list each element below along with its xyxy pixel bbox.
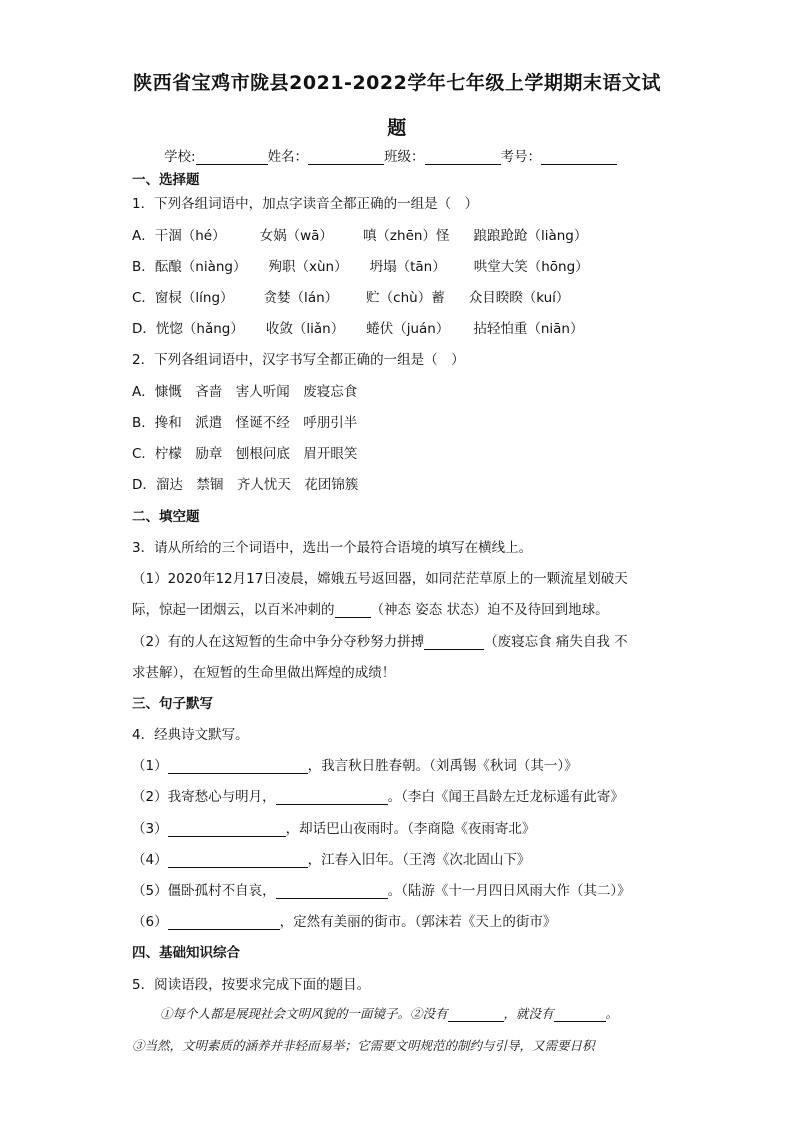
q4-3-text: ，却话巴山夜雨时。（李商隐《夜雨寄北》 — [285, 821, 536, 837]
q1-c-2: 贪婪（lán） — [263, 290, 339, 306]
q1-a-2: 女娲（wā） — [259, 228, 333, 244]
q1-c-3: 贮（chù）蓄 — [366, 290, 445, 306]
exam-title-line2: 题 — [387, 117, 407, 139]
q4-line-6 — [132, 910, 556, 930]
q4-2-blank[interactable] — [276, 790, 388, 805]
q4-3-blank[interactable] — [168, 822, 286, 837]
q2-option-b[interactable]: B．搀和 派遣 怪诞不经 呼朋引半 — [132, 415, 358, 431]
q4-4-blank[interactable] — [168, 853, 308, 868]
q1-b-1: B．酝酿（niàng） — [132, 259, 247, 275]
q4-3-label: （3） — [132, 821, 168, 837]
q4-line-5 — [132, 879, 631, 899]
number-label: 考号： — [500, 149, 542, 165]
class-label: 班级： — [384, 149, 425, 165]
section-recitation-heading: 三、句子默写 — [132, 696, 213, 712]
name-blank[interactable] — [308, 150, 384, 165]
q4-1-label: （1） — [132, 758, 168, 774]
q1-d-3: 蜷伏（juán） — [366, 321, 450, 337]
q5-passage-text1: ①每个人都是展现社会文明风貌的一面镜子。②没有 — [160, 1006, 448, 1021]
q2-option-c[interactable]: C．柠檬 励章 刨根问底 眉开眼笑 — [132, 446, 358, 462]
q3-part1-blank[interactable] — [335, 603, 371, 618]
q4-6-label: （6） — [132, 914, 168, 930]
q4-line-3 — [132, 817, 535, 837]
number-blank[interactable] — [541, 150, 617, 165]
q5-passage-text3: 。 — [605, 1006, 619, 1021]
q1-a-1: A．干涸（hé） — [132, 228, 226, 244]
q4-stem: 4．经典诗文默写。 — [132, 727, 249, 743]
q1-c-1: C．窗棂（líng） — [132, 290, 234, 306]
q3-part1-text: 际，惊起一团烟云，以百米冲刺的 — [132, 602, 335, 618]
section-basics-heading: 四、基础知识综合 — [132, 945, 240, 961]
q1-option-c[interactable] — [132, 286, 569, 306]
q4-line-4 — [132, 848, 530, 868]
q1-option-a[interactable] — [132, 224, 587, 244]
q1-option-d[interactable] — [132, 317, 583, 337]
exam-title-line1: 陕西省宝鸡市陇县2021-2022学年七年级上学期期末语文试 — [133, 72, 661, 94]
q3-stem: 3．请从所给的三个词语中，选出一个最符合语境的填写在横线上。 — [132, 540, 533, 556]
q3-part1-line2 — [132, 598, 609, 618]
q4-line-1 — [132, 754, 578, 774]
q4-6-text: ，定然有美丽的街市。（郭沫若《天上的街市》 — [279, 914, 557, 930]
q3-part2-text: （2）有的人在这短暂的生命中争分夺秒努力拼搏 — [132, 634, 425, 650]
q1-d-1: D．恍惚（hǎng） — [132, 321, 244, 337]
student-info-row — [164, 145, 617, 165]
q5-stem: 5．阅读语段，按要求完成下面的题目。 — [132, 977, 371, 993]
q3-part1-line1: （1）2020年12月17日凌晨，嫦娥五号返回器，如同茫茫草原上的一颗流星划破天 — [132, 571, 628, 587]
q4-5-text: 。（陆游《十一月四日风雨大作（其二）》 — [387, 883, 631, 899]
q4-1-text: ，我言秋日胜春朝。（刘禹锡《秋词（其一）》 — [307, 758, 578, 774]
q4-4-label: （4） — [132, 852, 168, 868]
q5-blank-1[interactable] — [448, 1008, 504, 1022]
q5-blank-2[interactable] — [554, 1008, 606, 1022]
name-label: 姓名： — [267, 149, 309, 165]
section-fill-heading: 二、填空题 — [132, 509, 200, 525]
q5-passage-line2: ③当然，文明素质的涵养并非轻而易举；它需要文明规范的制约与引导，又需要日积 — [132, 1038, 595, 1053]
q3-part2-options: （废寝忘食 痛失自我 不 — [484, 634, 628, 650]
q4-5-label: （5）僵卧孤村不自哀， — [132, 883, 276, 899]
q5-passage-text2: ，就没有 — [503, 1006, 554, 1021]
q1-d-2: 收敛（liǎn） — [265, 321, 345, 337]
q4-5-blank[interactable] — [276, 884, 388, 899]
q4-4-text: ，江春入旧年。（王湾《次北固山下》 — [307, 852, 531, 868]
q1-c-4: 众目睽睽（kuí） — [468, 290, 570, 306]
q3-part2-line1 — [132, 630, 628, 650]
q3-part2-line2: 求甚解），在短暂的生命里做出辉煌的成绩！ — [132, 665, 396, 681]
q4-line-2 — [132, 785, 624, 805]
q1-b-4: 哄堂大笑（hōng） — [473, 259, 589, 275]
q1-stem: 1．下列各组词语中，加点字读音全都正确的一组是（ ） — [132, 196, 479, 212]
q3-part2-blank[interactable] — [424, 635, 484, 650]
school-blank[interactable] — [196, 150, 268, 165]
q4-6-blank[interactable] — [168, 915, 280, 930]
q2-option-d[interactable]: D．溜达 禁锢 齐人忧天 花团锦簇 — [132, 477, 359, 493]
q4-2-label: （2）我寄愁心与明月， — [132, 789, 276, 805]
q2-stem: 2．下列各组词语中，汉字书写全都正确的一组是（ ） — [132, 352, 465, 368]
q5-passage-line1 — [160, 1004, 618, 1022]
q4-1-blank[interactable] — [168, 759, 308, 774]
q1-b-2: 殉职（xùn） — [268, 259, 348, 275]
q1-d-4: 拈轻怕重（niān） — [473, 321, 584, 337]
q2-option-a[interactable]: A．慷慨 吝啬 害人听闻 废寝忘食 — [132, 384, 358, 400]
class-blank[interactable] — [425, 150, 501, 165]
q4-2-text: 。（李白《闻王昌龄左迁龙标遥有此寄》 — [387, 789, 624, 805]
q3-part1-options: （神态 姿态 状态）迫不及待回到地球。 — [370, 602, 609, 618]
q1-a-3: 嗔（zhēn）怪 — [362, 228, 450, 244]
section-choice-heading: 一、选择题 — [132, 172, 200, 188]
school-label: 学校: — [164, 149, 196, 165]
q1-option-b[interactable] — [132, 255, 589, 275]
q1-a-4: 踉踉跄跄（liàng） — [473, 228, 588, 244]
q1-b-3: 坍塌（tān） — [369, 259, 446, 275]
